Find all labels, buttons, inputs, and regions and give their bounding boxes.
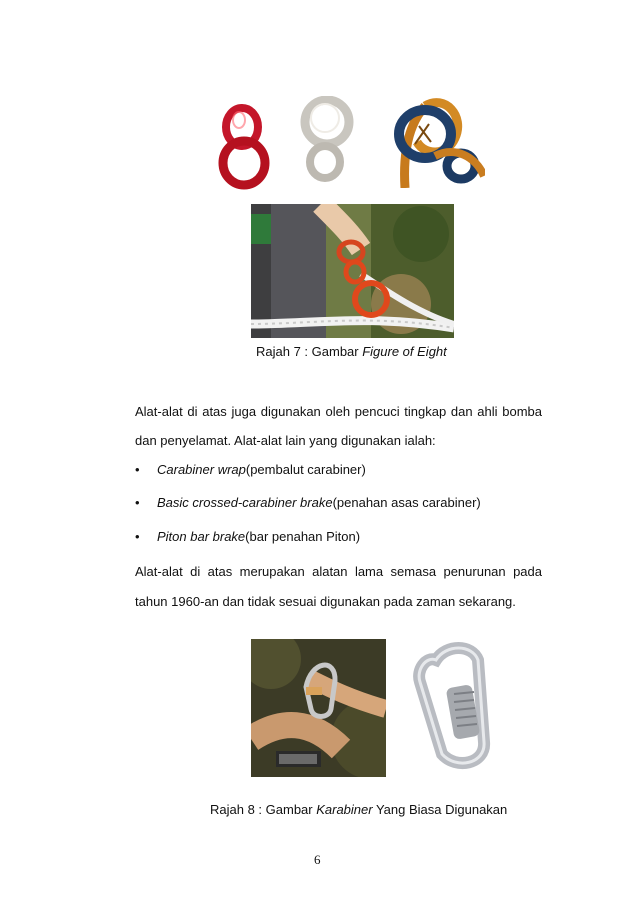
paragraph-2-line-2: tahun 1960-an dan tidak sesuai digunakan pada zaman sekarang.	[135, 594, 516, 609]
figure-7-caption-prefix: Rajah 7 : Gambar	[256, 344, 363, 359]
figure-8-caption-suffix: Yang Biasa Digunakan	[372, 802, 508, 817]
bullet-italic: Piton bar brake	[157, 529, 246, 544]
figure-8-caption-italic: Karabiner	[316, 802, 373, 817]
screw-lock-carabiner-image	[406, 642, 502, 774]
bullet-item-carabiner-wrap	[135, 462, 555, 480]
bullet-italic: Basic crossed-carabiner brake	[157, 495, 333, 510]
bullet-symbol: •	[135, 462, 140, 477]
bullet-item-crossed-carabiner-brake	[135, 495, 555, 513]
bullet-symbol: •	[135, 529, 140, 544]
bullet-item-piton-bar-brake	[135, 529, 555, 547]
bullet-rest: (pembalut carabiner)	[245, 462, 366, 477]
figure-eight-rope-image	[385, 96, 485, 188]
bullet-symbol: •	[135, 495, 140, 510]
carabiner-hands-photo	[251, 639, 386, 777]
figure-eight-red-image	[215, 100, 273, 190]
page-number: 6	[314, 852, 321, 867]
paragraph-1-line-1: Alat-alat di atas juga digunakan oleh pencuci tingkap dan ahli bomba	[135, 404, 542, 419]
paragraph-1-line-2: dan penyelamat. Alat-alat lain yang digunakan ialah:	[135, 433, 436, 448]
bullet-rest: (penahan asas carabiner)	[332, 495, 481, 510]
figure-7-caption-italic: Figure of Eight	[362, 344, 447, 359]
figure-7-caption	[256, 344, 447, 359]
figure-eight-belay-photo	[251, 204, 454, 338]
bullet-rest: (bar penahan Piton)	[245, 529, 361, 544]
figure-eight-silver-image	[295, 96, 359, 186]
bullet-italic: Carabiner wrap	[157, 462, 246, 477]
paragraph-2-line-1: Alat-alat di atas merupakan alatan lama semasa penurunan pada	[135, 564, 542, 579]
figure-8-caption-prefix: Rajah 8 : Gambar	[210, 802, 317, 817]
figure-8-caption	[210, 802, 507, 817]
